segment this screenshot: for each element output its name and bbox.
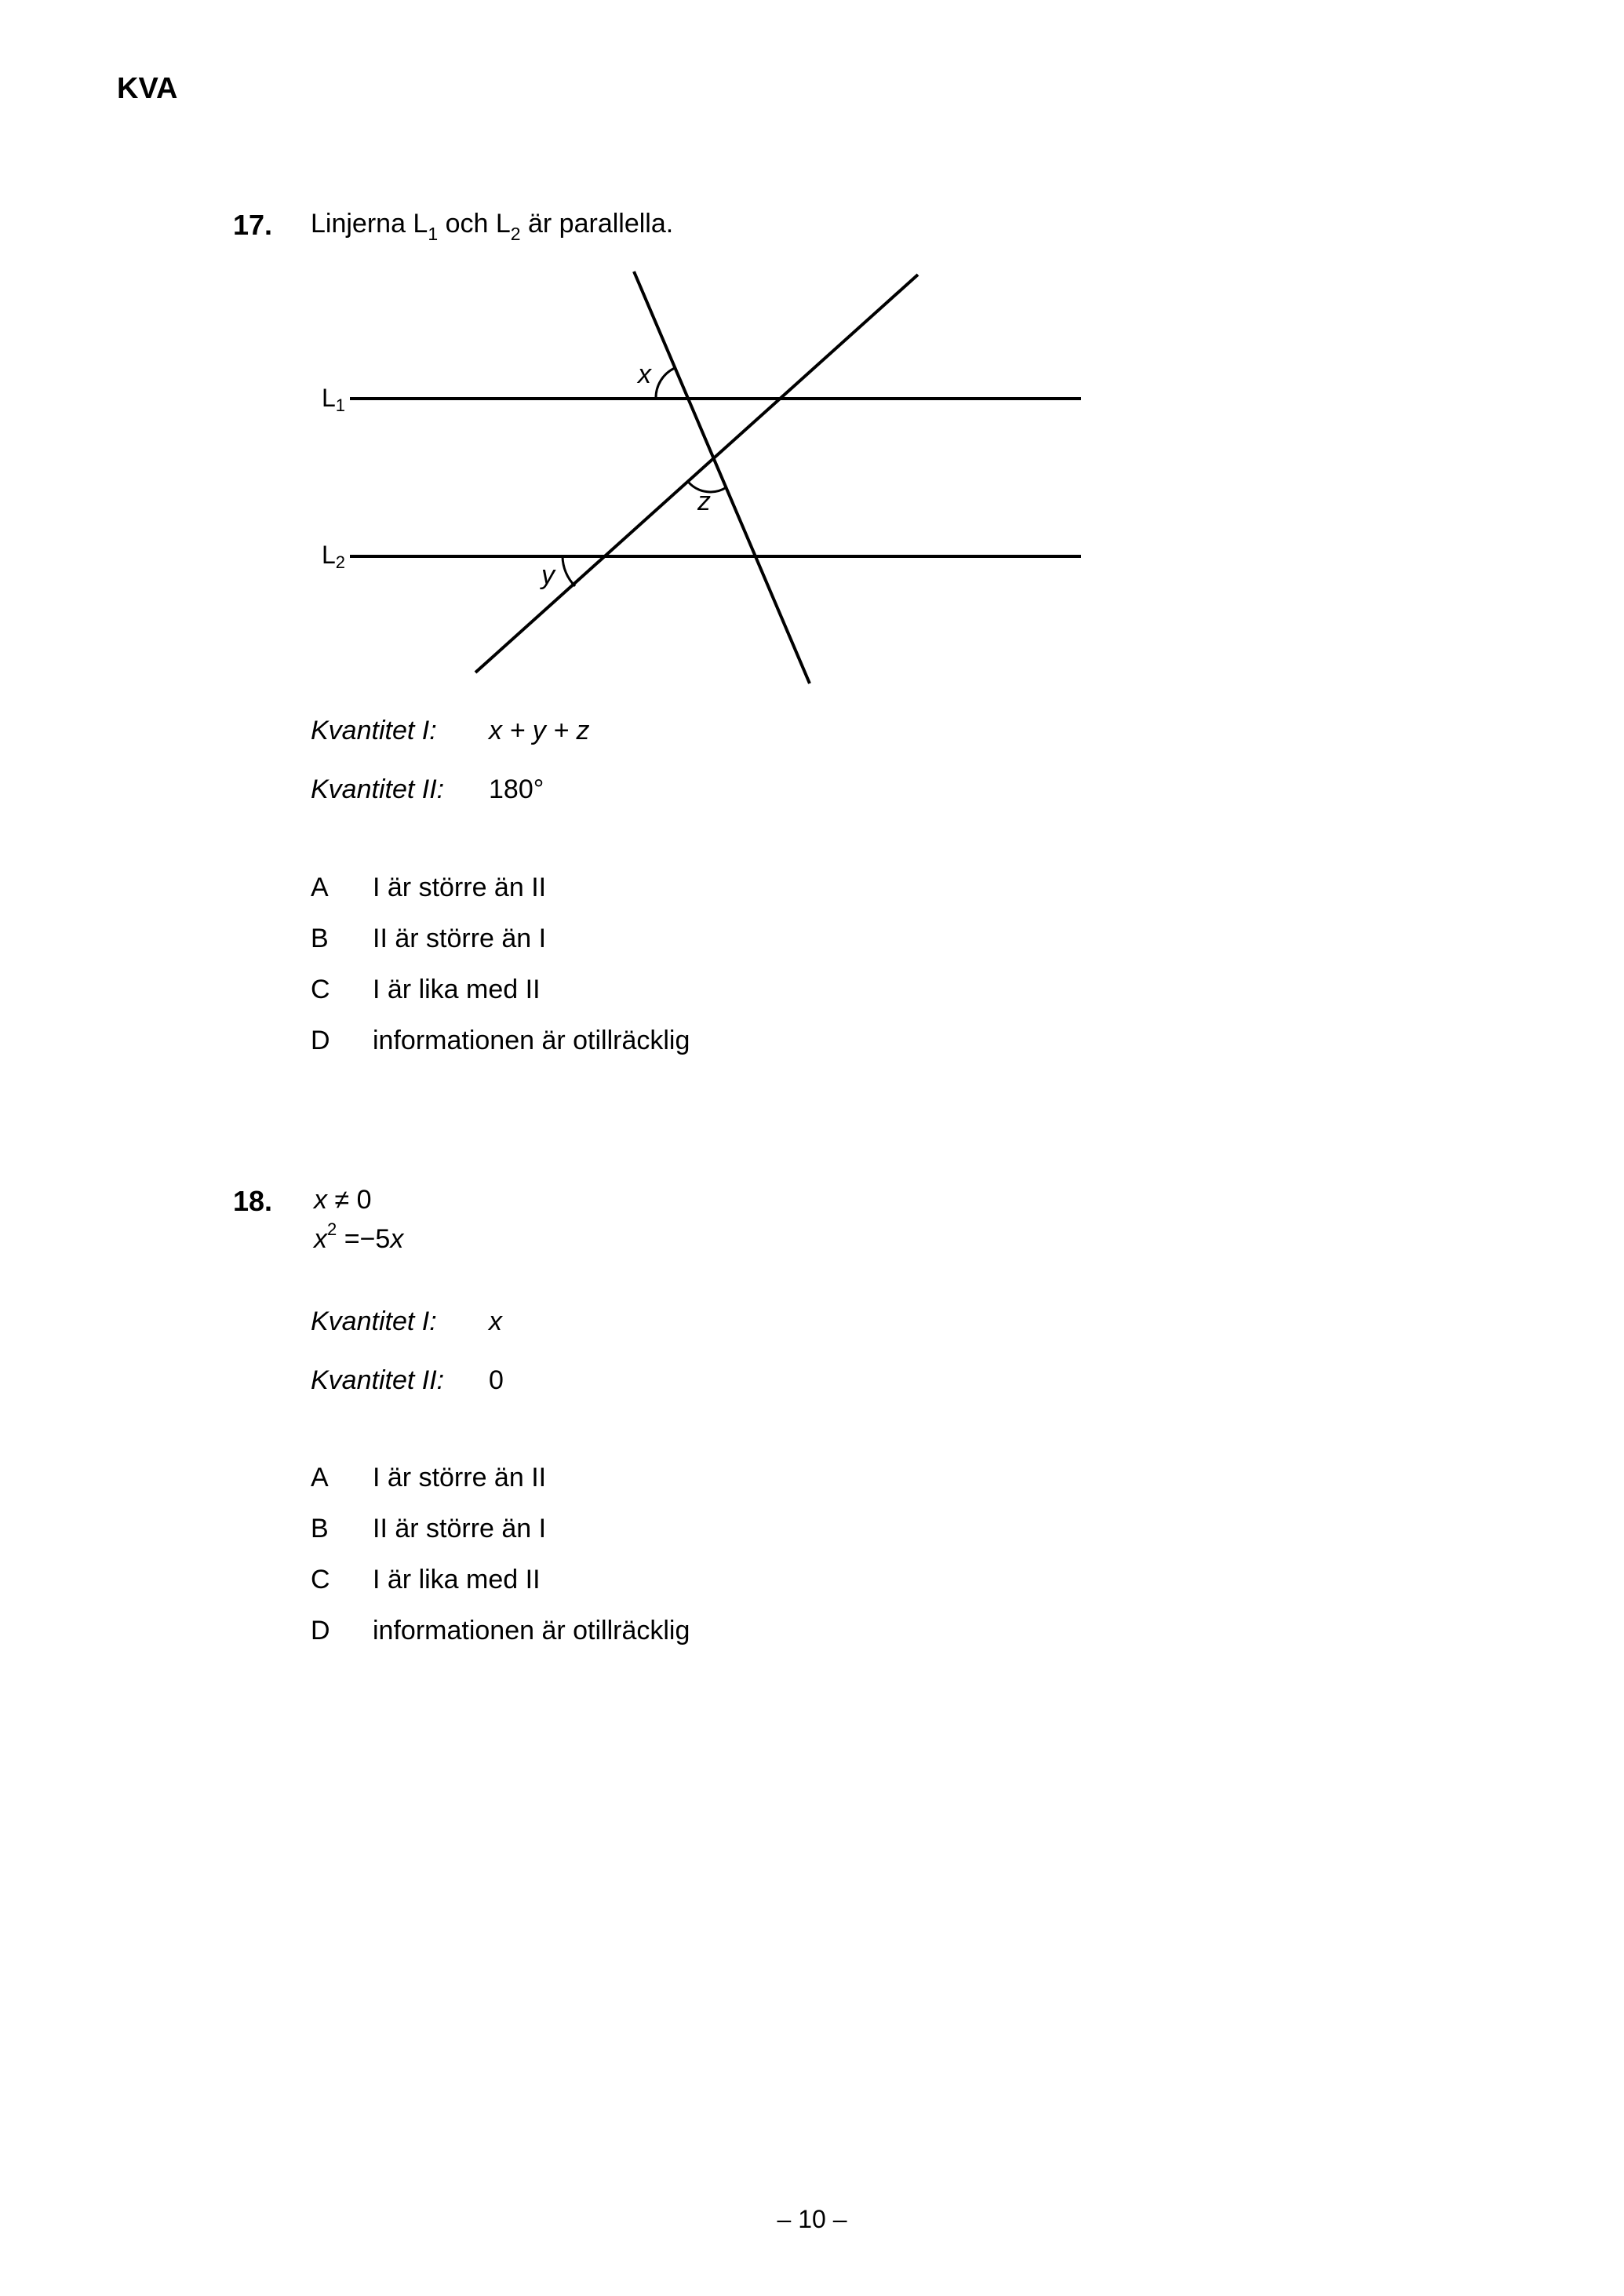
q17-option-c-letter[interactable]: C — [311, 975, 330, 1004]
statement-prefix: Linjerna L — [311, 209, 428, 239]
cond2-exp: 2 — [327, 1219, 337, 1239]
q18-condition-2 — [314, 1219, 404, 1255]
cond2-var: x — [314, 1224, 327, 1254]
q18-condition-1 — [314, 1185, 372, 1215]
q18-quantity2-label: Kvantitet II: — [311, 1365, 445, 1395]
statement-sub2: 2 — [510, 224, 521, 244]
q18-option-c-text[interactable]: I är lika med II — [373, 1565, 541, 1594]
q17-quantity1-value: x + y + z — [489, 716, 590, 745]
q17-quantity2-value: 180° — [489, 774, 544, 804]
cond1-var: x — [314, 1185, 327, 1215]
angle-y-arc — [563, 556, 575, 586]
statement-suffix: är parallella. — [520, 209, 674, 239]
section-header: KVA — [117, 72, 178, 105]
q18-option-a-letter[interactable]: A — [311, 1463, 329, 1492]
cond2-rhs-var: x — [390, 1224, 404, 1254]
label-angle-z: z — [697, 487, 711, 516]
q17-option-c-text[interactable]: I är lika med II — [373, 975, 541, 1004]
q17-option-a-letter[interactable]: A — [311, 873, 329, 902]
angle-x-arc — [656, 368, 675, 399]
q17-quantity2-label: Kvantitet II: — [311, 774, 445, 804]
q17-option-b-letter[interactable]: B — [311, 924, 329, 953]
q17-option-d-text[interactable]: informationen är otillräcklig — [373, 1026, 690, 1055]
statement-mid: och L — [438, 209, 511, 239]
cond1-value: 0 — [356, 1185, 372, 1215]
label-angle-x: x — [638, 359, 651, 389]
q18-option-d-letter[interactable]: D — [311, 1616, 330, 1645]
cond2-rel: = — [344, 1224, 360, 1254]
label-l1: L1 — [322, 384, 346, 415]
label-angle-y: y — [541, 560, 555, 590]
q17-quantity1-label: Kvantitet I: — [311, 716, 437, 745]
q18-quantity1-label: Kvantitet I: — [311, 1307, 437, 1336]
q18-quantity2-value: 0 — [489, 1365, 504, 1395]
cond1-rel: ≠ — [334, 1185, 350, 1215]
question-18-number: 18. — [233, 1185, 273, 1217]
q18-option-c-letter[interactable]: C — [311, 1565, 330, 1594]
page-number: – 10 – — [777, 2205, 847, 2233]
label-l2: L2 — [322, 541, 346, 572]
q18-option-a-text[interactable]: I är större än II — [373, 1463, 547, 1492]
q18-quantity1-value: x — [489, 1307, 502, 1336]
q17-option-b-text[interactable]: II är större än I — [373, 924, 547, 953]
q17-option-d-letter[interactable]: D — [311, 1026, 330, 1055]
question-17-number: 17. — [233, 209, 273, 241]
transversal-2 — [475, 275, 918, 672]
cond2-rhs: −5 — [359, 1224, 391, 1254]
statement-sub1: 1 — [428, 224, 439, 244]
q18-option-b-text[interactable]: II är större än I — [373, 1514, 547, 1543]
transversal-1 — [634, 272, 810, 683]
q18-option-b-letter[interactable]: B — [311, 1514, 329, 1543]
q18-option-d-text[interactable]: informationen är otillräcklig — [373, 1616, 690, 1645]
q17-option-a-text[interactable]: I är större än II — [373, 873, 547, 902]
